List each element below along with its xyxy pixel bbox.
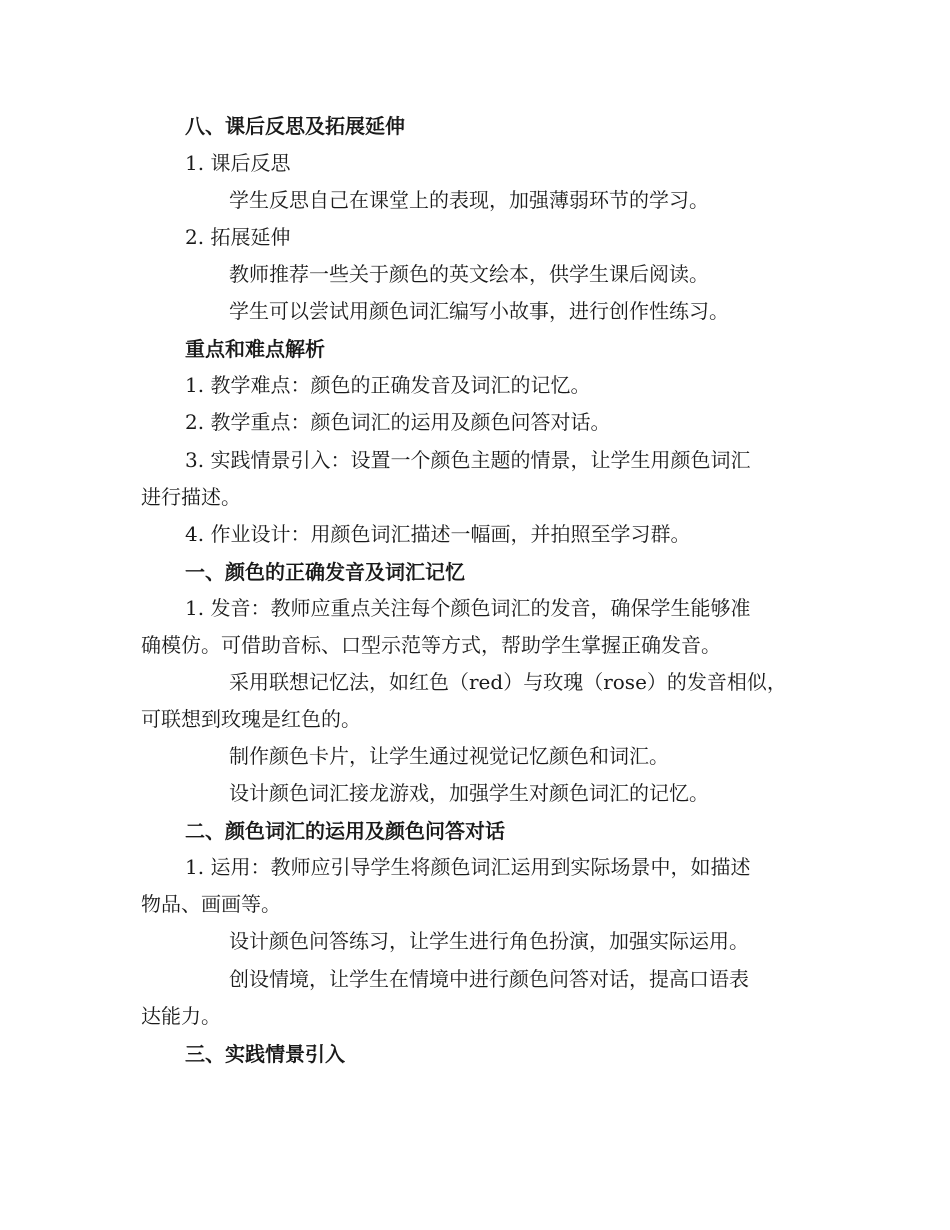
list-item: 2. 拓展延伸 — [185, 225, 291, 249]
paragraph: 教师推荐一些关于颜色的英文绘本，供学生课后阅读。 — [229, 262, 709, 286]
section-heading-key-points: 重点和难点解析 — [185, 337, 325, 361]
paragraph: 学生反思自己在课堂上的表现，加强薄弱环节的学习。 — [229, 188, 709, 212]
list-item: 1. 课后反思 — [185, 151, 291, 175]
list-item: 4. 作业设计：用颜色词汇描述一幅画，并拍照至学习群。 — [185, 522, 691, 546]
paragraph: 设计颜色词汇接龙游戏，加强学生对颜色词汇的记忆。 — [229, 781, 709, 805]
list-item: 1. 运用：教师应引导学生将颜色词汇运用到实际场景中，如描述 — [185, 855, 751, 879]
list-item: 1. 教学难点：颜色的正确发音及词汇的记忆。 — [185, 373, 591, 397]
paragraph: 制作颜色卡片，让学生通过视觉记忆颜色和词汇。 — [229, 744, 669, 768]
paragraph-continuation: 达能力。 — [141, 1004, 221, 1028]
paragraph: 设计颜色问答练习，让学生进行角色扮演，加强实际运用。 — [229, 929, 749, 953]
list-item: 2. 教学重点：颜色词汇的运用及颜色问答对话。 — [185, 410, 611, 434]
section-heading-pronunciation: 一、颜色的正确发音及词汇记忆 — [185, 560, 465, 584]
section-heading-usage: 二、颜色词汇的运用及颜色问答对话 — [185, 819, 505, 843]
list-item: 1. 发音：教师应重点关注每个颜色词汇的发音，确保学生能够准 — [185, 596, 751, 620]
paragraph-continuation: 进行描述。 — [141, 485, 241, 509]
list-item: 3. 实践情景引入：设置一个颜色主题的情景，让学生用颜色词汇 — [185, 448, 751, 472]
paragraph-continuation: 确模仿。可借助音标、口型示范等方式，帮助学生掌握正确发音。 — [141, 633, 721, 657]
section-heading-practice: 三、实践情景引入 — [185, 1042, 345, 1066]
paragraph: 创设情境，让学生在情境中进行颜色问答对话，提高口语表 — [229, 967, 749, 991]
paragraph-continuation: 物品、画画等。 — [141, 892, 281, 916]
paragraph-continuation: 可联想到玫瑰是红色的。 — [141, 707, 361, 731]
paragraph: 学生可以尝试用颜色词汇编写小故事，进行创作性练习。 — [229, 299, 729, 323]
section-heading-reflection: 八、课后反思及拓展延伸 — [185, 114, 405, 138]
paragraph: 采用联想记忆法，如红色（red）与玫瑰（rose）的发音相似， — [229, 670, 787, 694]
